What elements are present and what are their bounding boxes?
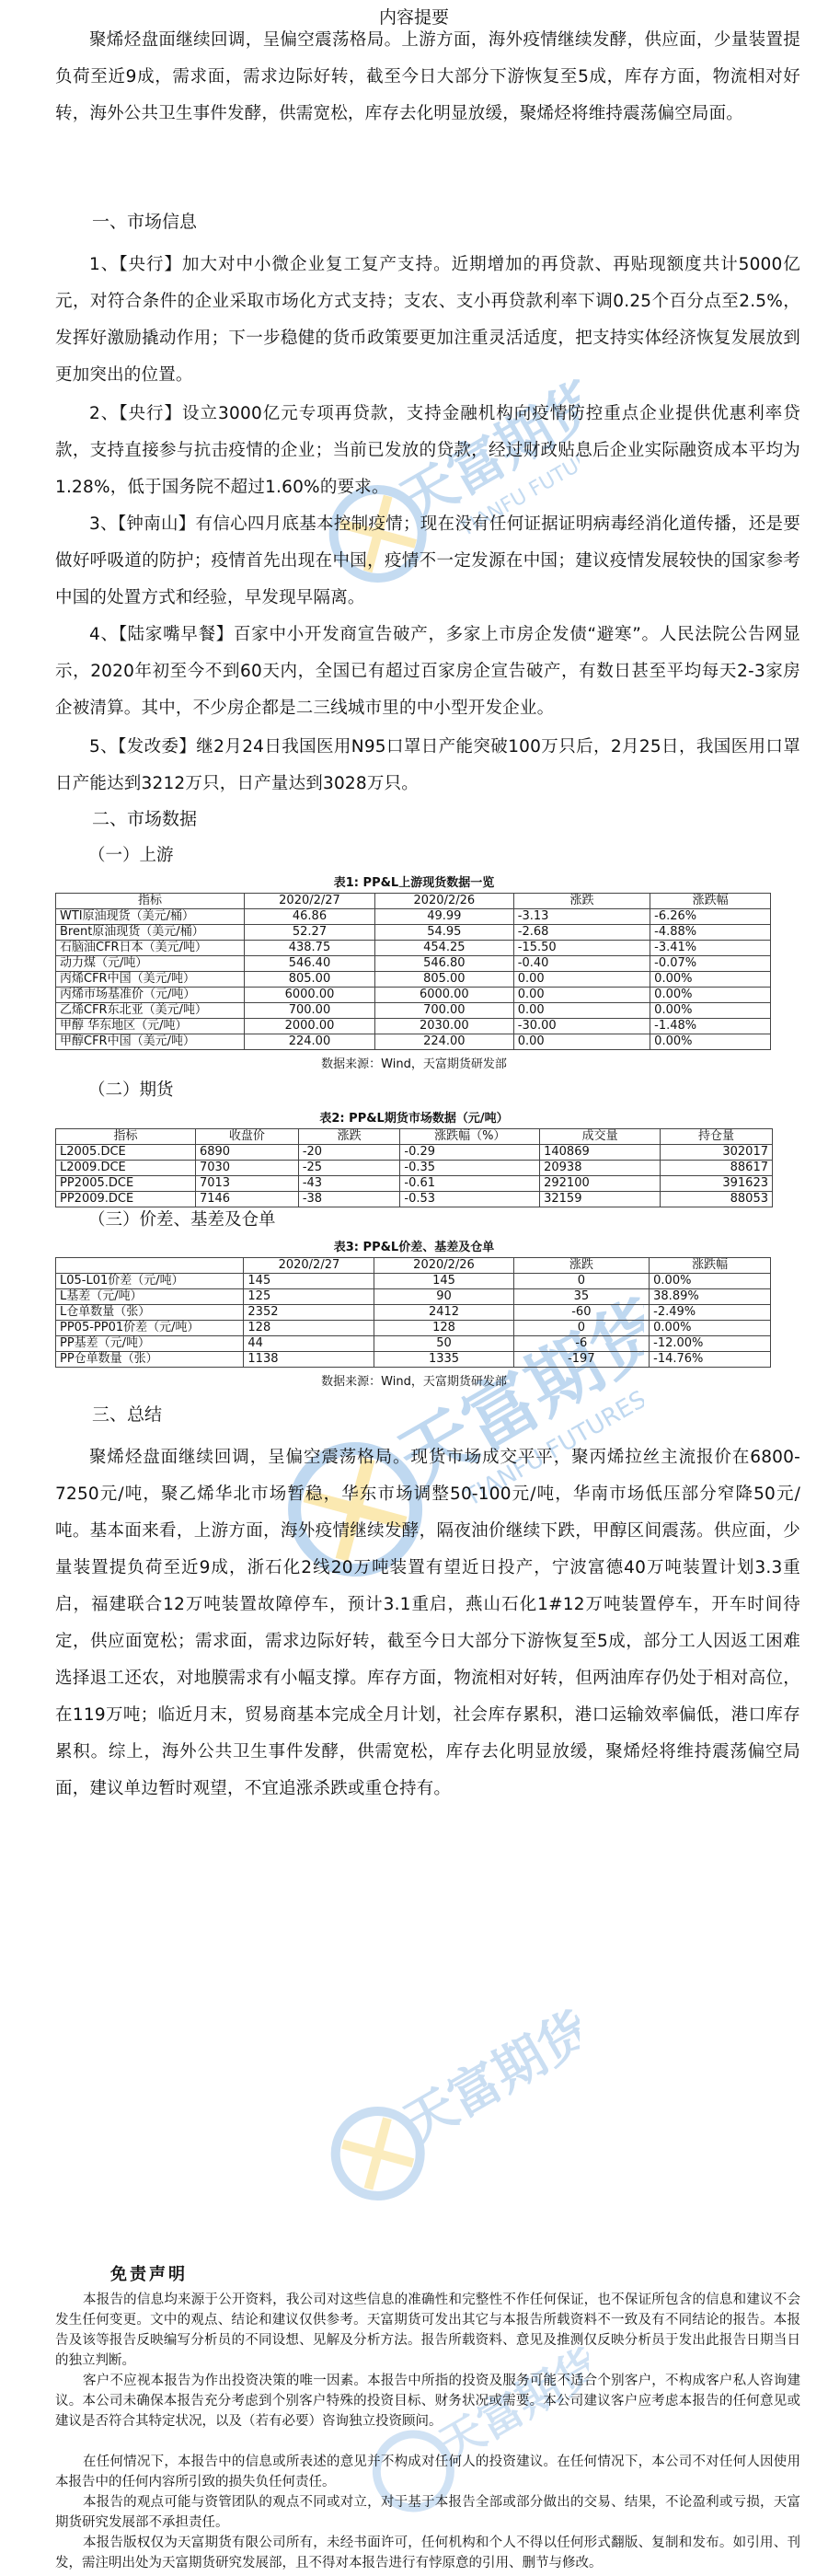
news-item-3: 3、【钟南山】有信心四月底基本控制疫情；现在没有任何证据证明病毒经消化道传播，还是要做好呼吸道的防护；疫情首先出现在中国，疫情不一定发源在中国；建议疫情发展较快的国家参考中国的处置方式和经验，早发现早隔离。 bbox=[55, 514, 800, 607]
subsection-upstream-title: （一）上游 bbox=[88, 846, 174, 865]
table-header-cell: 持仓量 bbox=[661, 1129, 773, 1145]
table-cell: 145 bbox=[374, 1274, 513, 1289]
table-cell: L仓单数量（张） bbox=[56, 1305, 244, 1321]
table-cell: -197 bbox=[513, 1352, 650, 1368]
table-cell: 44 bbox=[244, 1336, 374, 1352]
table-cell: 32159 bbox=[540, 1192, 661, 1207]
table-row bbox=[56, 1352, 771, 1368]
watermark-brand-4: 天富期货 bbox=[431, 2339, 589, 2472]
section-market-data-title: 二、市场数据 bbox=[92, 809, 198, 829]
table-cell: PP基差（元/吨） bbox=[56, 1336, 244, 1352]
table-header-cell: 2020/2/27 bbox=[244, 1258, 374, 1274]
table-cell: 454.25 bbox=[374, 941, 513, 956]
table-cell: 1335 bbox=[374, 1352, 513, 1368]
conclusion-paragraph: 聚烯烃盘面继续回调，呈偏空震荡格局。现货市场成交平平，聚丙烯拉丝主流报价在6800-7250元/吨，聚乙烯华北市场暂稳，华东市场调整50-100元/吨，华南市场低压部分窄降50元/吨。基本面来看，上游方面，海外疫情继续发酵，隔夜油价继续下跌，甲醇区间震荡。供应面，少量装置提负荷至近9成，浙石化2线20万吨装置有望近日投产，宁波富德40万吨装置计划3.3重启，福建联合12万吨装置故障停车，预计3.1重启，燕山石化1#12万吨装置停车，开车时间待定，供应面宽松；需求面，需求边际好转，截至今日大部分下游恢复至5成，部分工人因返工困难选择退工还农，对地膜需求有小幅支撑。库存方面，物流相对好转，但两油库存仍处于相对高位，在119万吨；临近月末，贸易商基本完成全月计划，社会库存累积，港口运输效率偏低，港口库存累积。综上，海外公共卫生事件发酵，供需宽松，库存去化明显放缓，聚烯烃将维持震荡偏空局面，建议单边暂时观望，不宜追涨杀跌或重仓持有。 bbox=[55, 1448, 800, 1798]
table-cell: 224.00 bbox=[374, 1034, 513, 1050]
table-header-cell: 成交量 bbox=[540, 1129, 661, 1145]
table-cell: L2009.DCE bbox=[56, 1161, 196, 1176]
table-cell: 49.99 bbox=[374, 909, 513, 925]
table-cell: -0.40 bbox=[513, 956, 650, 972]
table-cell: 6000.00 bbox=[374, 988, 513, 1003]
table-cell: 140869 bbox=[540, 1145, 661, 1161]
watermark-brand-2: 天富期货 bbox=[384, 1282, 644, 1505]
table-cell: -3.13 bbox=[513, 909, 650, 925]
table-cell: L基差（元/吨） bbox=[56, 1289, 244, 1305]
upstream-spot-table bbox=[55, 893, 771, 1050]
table-cell: 302017 bbox=[661, 1145, 773, 1161]
futures-market-table bbox=[55, 1128, 773, 1207]
summary-paragraph: 聚烯烃盘面继续回调，呈偏空震荡格局。上游方面，海外疫情继续发酵，供应面，少量装置提负荷至近9成，需求面，需求边际好转，截至今日大部分下游恢复至5成，库存方面，物流相对好转，海外公共卫生事件发酵，供需宽松，库存去化明显放缓，聚烯烃将维持震荡偏空局面。 bbox=[55, 30, 800, 123]
table-cell: 546.40 bbox=[245, 956, 375, 972]
table-cell: 546.80 bbox=[374, 956, 513, 972]
section-market-info-title: 一、市场信息 bbox=[92, 212, 198, 232]
table-cell: Brent原油现货（美元/桶） bbox=[56, 925, 245, 941]
table-cell: -0.61 bbox=[400, 1176, 540, 1192]
table-cell: 丙烯CFR中国（美元/吨） bbox=[56, 972, 245, 988]
table-header-cell bbox=[56, 1258, 244, 1274]
table3-source: 数据来源：Wind，天富期货研发部 bbox=[321, 1375, 507, 1389]
table-cell: WTI原油现货（美元/桶） bbox=[56, 909, 245, 925]
table-cell: 2412 bbox=[374, 1305, 513, 1321]
table-cell: -15.50 bbox=[513, 941, 650, 956]
page-title: 内容提要 bbox=[378, 7, 449, 28]
table-cell: 6000.00 bbox=[245, 988, 375, 1003]
table-cell: -3.41% bbox=[650, 941, 771, 956]
table-cell: 2030.00 bbox=[374, 1019, 513, 1034]
table-cell: -12.00% bbox=[650, 1336, 771, 1352]
watermark-latin-2: TIANFU FUTURES bbox=[459, 1385, 644, 1513]
table-cell: 0 bbox=[513, 1274, 650, 1289]
table-cell: -1.48% bbox=[650, 1019, 771, 1034]
table-cell: 0.00 bbox=[513, 1034, 650, 1050]
table-header-cell: 涨跌 bbox=[298, 1129, 400, 1145]
table-cell: 90 bbox=[374, 1289, 513, 1305]
table-row bbox=[56, 956, 771, 972]
table1-caption: 表1: PP&L上游现货数据一览 bbox=[333, 876, 495, 890]
table-row bbox=[56, 1003, 771, 1019]
table-cell: -14.76% bbox=[650, 1352, 771, 1368]
table-cell: 438.75 bbox=[245, 941, 375, 956]
table-cell: L05-L01价差（元/吨） bbox=[56, 1274, 244, 1289]
table-header-cell: 涨跌幅 bbox=[650, 1258, 771, 1274]
table-header-cell: 涨跌 bbox=[513, 1258, 650, 1274]
table-cell: -6.26% bbox=[650, 909, 771, 925]
table-cell: 88617 bbox=[661, 1161, 773, 1176]
table3-caption: 表3: PP&L价差、基差及仓单 bbox=[333, 1241, 495, 1254]
table-cell: 0 bbox=[513, 1321, 650, 1336]
table-cell: -0.53 bbox=[400, 1192, 540, 1207]
table-cell: 0.00 bbox=[513, 1003, 650, 1019]
table-cell: 0.00% bbox=[650, 1321, 771, 1336]
table-cell: 2352 bbox=[244, 1305, 374, 1321]
table-row bbox=[56, 1336, 771, 1352]
table-cell: PP2009.DCE bbox=[56, 1192, 196, 1207]
disclaimer-para-3: 在任何情况下，本报告中的信息或所表述的意见并不构成对任何人的投资建议。在任何情况下，本公司不对任何人因使用本报告中的任何内容所引致的损失负任何责任。 bbox=[55, 2455, 800, 2489]
table-row bbox=[56, 941, 771, 956]
table-cell: 224.00 bbox=[245, 1034, 375, 1050]
table-row bbox=[56, 972, 771, 988]
table-row bbox=[56, 1176, 773, 1192]
table-cell: 1138 bbox=[244, 1352, 374, 1368]
table-row bbox=[56, 1289, 771, 1305]
table-cell: 145 bbox=[244, 1274, 374, 1289]
table-cell: 甲醇CFR中国（美元/吨） bbox=[56, 1034, 245, 1050]
table-cell: 52.27 bbox=[245, 925, 375, 941]
table-cell: 700.00 bbox=[245, 1003, 375, 1019]
table-cell: L2005.DCE bbox=[56, 1145, 196, 1161]
table-cell: 54.95 bbox=[374, 925, 513, 941]
table-cell: 128 bbox=[244, 1321, 374, 1336]
table1-source: 数据来源：Wind，天富期货研发部 bbox=[321, 1057, 507, 1071]
table-header-cell: 2020/2/26 bbox=[374, 894, 513, 909]
table-cell: -20 bbox=[298, 1145, 400, 1161]
table2-caption: 表2: PP&L期货市场数据（元/吨） bbox=[319, 1112, 509, 1126]
table-cell: -6 bbox=[513, 1336, 650, 1352]
disclaimer-para-2: 客户不应视本报告为作出投资决策的唯一因素。本报告中所指的投资及服务可能不适合个别客户，不构成客户私人咨询建议。本公司未确保本报告充分考虑到个别客户特殊的投资目标、财务状况或需要。本公司建议客户应考虑本报告的任何意见或建议是否符合其特定状况，以及（若有必要）咨询独立投资顾问。 bbox=[55, 2374, 800, 2429]
table-cell: 50 bbox=[374, 1336, 513, 1352]
table-cell: 0.00% bbox=[650, 1274, 771, 1289]
table-cell: 805.00 bbox=[245, 972, 375, 988]
subsection-futures-title: （二）期货 bbox=[88, 1080, 174, 1100]
news-item-1: 1、【央行】加大对中小微企业复工复产支持。近期增加的再贷款、再贴现额度共计5000亿元，对符合条件的企业采取市场化方式支持；支农、支小再贷款利率下调0.25个百分点至2.5%，发挥好激励撬动作用；下一步稳健的货币政策要更加注重灵活适度，把支持实体经济恢复发展放到更加突出的位置。 bbox=[55, 255, 800, 385]
news-item-5: 5、【发改委】继2月24日我国医用N95口罩日产能突破100万只后，2月25日，我国医用口罩日产能达到3212万只，日产量达到3028万只。 bbox=[55, 737, 800, 793]
table-cell: -0.35 bbox=[400, 1161, 540, 1176]
table-cell: -25 bbox=[298, 1161, 400, 1176]
table-cell: 2000.00 bbox=[245, 1019, 375, 1034]
table-cell: 0.00 bbox=[513, 988, 650, 1003]
table-cell: 石脑油CFR日本（美元/吨） bbox=[56, 941, 245, 956]
table-cell: 0.00% bbox=[650, 972, 771, 988]
table-header-cell: 涨跌幅 bbox=[650, 894, 771, 909]
table-header-cell: 收盘价 bbox=[195, 1129, 298, 1145]
table-cell: -0.29 bbox=[400, 1145, 540, 1161]
table-header-cell: 2020/2/26 bbox=[374, 1258, 513, 1274]
table-cell: 125 bbox=[244, 1289, 374, 1305]
table-row bbox=[56, 1145, 773, 1161]
subsection-spread-title: （三）价差、基差及仓单 bbox=[88, 1210, 276, 1230]
table-cell: 20938 bbox=[540, 1161, 661, 1176]
news-item-2: 2、【央行】设立3000亿元专项再贷款，支持金融机构向疫情防控重点企业提供优惠利率贷款，支持直接参与抗击疫情的企业；当前已发放的贷款，经过财政贴息后企业实际融资成本平均为1.28%，低于国务院不超过1.60%的要求。 bbox=[55, 404, 800, 497]
table-cell: -30.00 bbox=[513, 1019, 650, 1034]
table-header-row bbox=[56, 1129, 773, 1145]
table-row bbox=[56, 1274, 771, 1289]
watermark-latin: TIANFU FUTURES bbox=[455, 434, 580, 542]
table-cell: 128 bbox=[374, 1321, 513, 1336]
table-cell: -2.68 bbox=[513, 925, 650, 941]
table-row bbox=[56, 1305, 771, 1321]
table-cell: 0.00% bbox=[650, 1034, 771, 1050]
table-cell: 46.86 bbox=[245, 909, 375, 925]
table-header-row bbox=[56, 1258, 771, 1274]
table-header-cell: 指标 bbox=[56, 1129, 196, 1145]
table-cell: -60 bbox=[513, 1305, 650, 1321]
table-cell: -2.49% bbox=[650, 1305, 771, 1321]
table-cell: 乙烯CFR东北亚（美元/吨） bbox=[56, 1003, 245, 1019]
table-header-cell: 涨跌 bbox=[513, 894, 650, 909]
news-item-4: 4、【陆家嘴早餐】百家中小开发商宣告破产，多家上市房企发债“避寒”。人民法院公告网显示，2020年初至今不到60天内，全国已有超过百家房企宣告破产，有数日甚至平均每天2-3家房企被清算。其中，不少房企都是二三线城市里的中小型开发企业。 bbox=[55, 625, 800, 718]
table-cell: 7146 bbox=[195, 1192, 298, 1207]
table-cell: 甲醇 华东地区（元/吨） bbox=[56, 1019, 245, 1034]
table-row bbox=[56, 909, 771, 925]
disclaimer-para-1: 本报告的信息均来源于公开资料，我公司对这些信息的准确性和完整性不作任何保证，也不保证所包含的信息和建议不会发生任何变更。文中的观点、结论和建议仅供参考。天富期货可发出其它与本报告所载资料不一致及有不同结论的报告。本报告及该等报告反映编写分析员的不同设想、见解及分析方法。报告所载资料、意见及推测仅反映分析员于发出此报告日期当日的独立判断。 bbox=[55, 2293, 800, 2368]
table-cell: 动力煤（元/吨） bbox=[56, 956, 245, 972]
table-cell: 88053 bbox=[661, 1192, 773, 1207]
watermark-logo-bottom bbox=[304, 2006, 580, 2227]
table-cell: 7030 bbox=[195, 1161, 298, 1176]
disclaimer-para-5: 本报告版权仅为天富期货有限公司所有，未经书面许可，任何机构和个人不得以任何形式翻版、复制和发布。如引用、刊发，需注明出处为天富期货研究发展部，且不得对本报告进行有悖原意的引用、删节与修改。 bbox=[55, 2536, 800, 2570]
table-cell: 7013 bbox=[195, 1176, 298, 1192]
table-header-cell: 涨跌幅（%） bbox=[400, 1129, 540, 1145]
table-cell: -43 bbox=[298, 1176, 400, 1192]
table-header-row bbox=[56, 894, 771, 909]
watermark-brand-3: 天富期货 bbox=[393, 2006, 580, 2155]
table-cell: -4.88% bbox=[650, 925, 771, 941]
table-cell: -38 bbox=[298, 1192, 400, 1207]
disclaimer-title: 免责声明 bbox=[110, 2265, 188, 2284]
table-header-cell: 指标 bbox=[56, 894, 245, 909]
table-cell: 38.89% bbox=[650, 1289, 771, 1305]
table-row bbox=[56, 1192, 773, 1207]
table-cell: 0.00% bbox=[650, 1003, 771, 1019]
table-cell: 35 bbox=[513, 1289, 650, 1305]
table-row bbox=[56, 988, 771, 1003]
table-row bbox=[56, 925, 771, 941]
table-cell: PP2005.DCE bbox=[56, 1176, 196, 1192]
disclaimer-para-4: 本报告的观点可能与资管团队的观点不同或对立，对于基于本报告全部或部分做出的交易、结果，不论盈利或亏损，天富期货研究发展部不承担责任。 bbox=[55, 2495, 800, 2530]
table-cell: 丙烯市场基准价（元/吨） bbox=[56, 988, 245, 1003]
table-row bbox=[56, 1019, 771, 1034]
table-cell: PP仓单数量（张） bbox=[56, 1352, 244, 1368]
table-cell: 0.00 bbox=[513, 972, 650, 988]
table-row bbox=[56, 1321, 771, 1336]
table-row bbox=[56, 1034, 771, 1050]
table-cell: 0.00% bbox=[650, 988, 771, 1003]
table-cell: 6890 bbox=[195, 1145, 298, 1161]
table-cell: 805.00 bbox=[374, 972, 513, 988]
table-cell: -0.07% bbox=[650, 956, 771, 972]
table-row bbox=[56, 1161, 773, 1176]
table-cell: 391623 bbox=[661, 1176, 773, 1192]
table-cell: PP05-PP01价差（元/吨） bbox=[56, 1321, 244, 1336]
spread-basis-table bbox=[55, 1257, 771, 1368]
watermark-brand: 天富期货 bbox=[388, 377, 580, 536]
table-header-cell: 2020/2/27 bbox=[245, 894, 375, 909]
table-cell: 292100 bbox=[540, 1176, 661, 1192]
table-cell: 700.00 bbox=[374, 1003, 513, 1019]
section-conclusion-title: 三、总结 bbox=[92, 1404, 163, 1425]
